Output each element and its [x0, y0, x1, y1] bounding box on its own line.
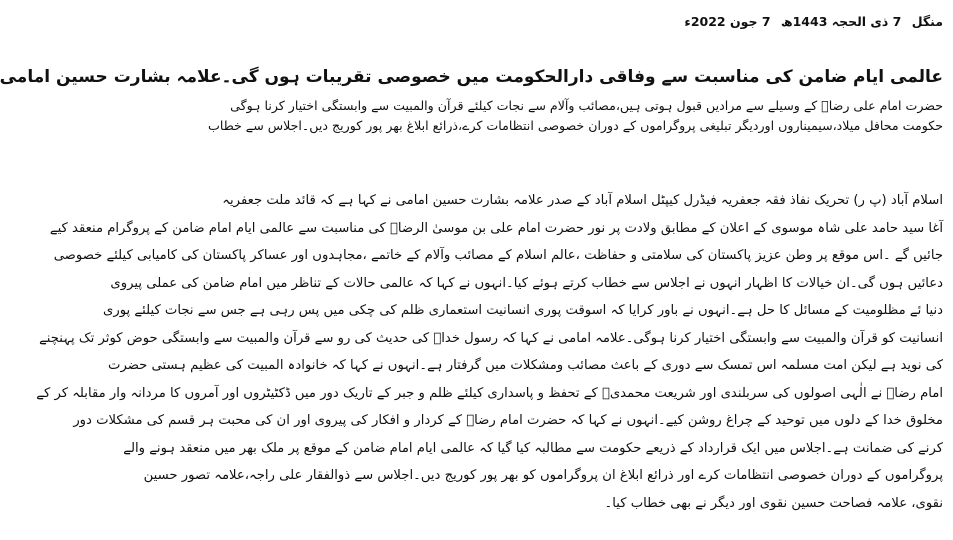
body-line: دنیا ئے مظلومیت کے مسائل کا حل ہے۔انہوں نے باور کرایا کہ اسوقت پوری انسانیت استعماری ظلم کی چکی میں پس رہی ہے جس سے نجات کیلئے پوری	[103, 303, 943, 318]
body-line: مخلوق خدا کے دلوں میں توحید کے چراغ روشن کیے۔انہوں نے کہا کہ حضرت امام رضاؑ کے کردار و افکار کی پیروی اور ان کی محبت ہر قسم کی مشکلات دور	[73, 413, 943, 428]
body-line: پروگراموں کے دوران خصوصی انتظامات کرے اور ذرائع ابلاغ ان پروگراموں کو بھر پور کوریج دیں۔اجلاس سے ذوالفقار علی راجہ،علامہ تصور حسین	[143, 468, 943, 483]
dateline-gregorian: 7 جون 2022ء	[684, 14, 771, 29]
dateline	[429, 14, 943, 29]
article-body	[36, 187, 943, 517]
dateline-day: منگل	[911, 14, 943, 29]
summary	[208, 96, 943, 136]
headline: عالمی ایام ضامن کی مناسبت سے وفاقی دارالحکومت میں خصوصی تقریبات ہوں گی۔علامہ بشارت حسین امامی	[0, 67, 943, 87]
body-line: جائیں گے ۔اس موقع پر وطن عزیز پاکستان کی سلامتی و حفاظت ،عالم اسلام کے مصائب وآلام کے خاتمے ،مجاہدوں اور عساکر پاکستان کی کامیابی کیلئے خصوصی	[53, 248, 943, 263]
body-line: آغا سید حامد علی شاہ موسوی کے اعلان کے مطابق ولادت پر نور حضرت امام علی بن موسیٰ الرضاؑ کی مناسبت سے عالمی ایام امام ضامن کے پروگرام منعقد کیے	[49, 220, 943, 236]
dateline-hijri: 7 ذی الحجہ 1443ھ	[780, 14, 902, 29]
body-line: نقوی، علامہ فصاحت حسین نقوی اور دیگر نے بھی خطاب کیا۔	[604, 495, 943, 511]
summary-line: حکومت محافل میلاد،سیمیناروں اوردیگر تبلیغی پروگراموں کے دوران خصوصی انتظامات کرے،ذرائع ابلاغ بھر پور کوریج دیں۔اجلاس سے خطاب	[208, 118, 943, 133]
body-line: کی نوید ہے لیکن امت مسلمہ اس تمسک سے دوری کے باعث مصائب ومشکلات میں گرفتار ہے۔انہوں نے کہا کہ خانوادہ المبیت کی عظیم ہستی حضرت	[108, 358, 943, 373]
body-line: دعائیں ہوں گی۔ان خیالات کا اظہار انہوں نے اجلاس سے خطاب کرتے ہوئے کیا۔انہوں نے کہا کہ عالمی حالات کے تناظر میں امام ضامن کی عملی پیروی	[110, 275, 943, 291]
body-line: امام رضاؑ نے الٰہی اصولوں کی سربلندی اور شریعت محمدیؐ کے تحفظ و پاسداری کیلئے ظلم و جبر کے تاریک دور میں ڈکٹیٹروں اور آمروں کا مردانہ وار مقابلہ کر کے	[36, 385, 943, 401]
body-line: کرنے کی ضمانت ہے۔اجلاس میں ایک قرارداد کے ذریعے حکومت سے مطالبہ کیا گیا کہ عالمی ایام امام ضامن کے موقع پر ملک بھر میں منعقد ہونے والے	[123, 440, 943, 456]
body-line: اسلام آباد (پ ر) تحریک نفاذ فقہ جعفریہ فیڈرل کیپٹل اسلام آباد کے صدر علامہ بشارت حسین امامی نے کہا ہے کہ قائد ملت جعفریہ	[222, 193, 943, 208]
summary-line: حضرت امام علی رضاؑ کے وسیلے سے مرادیں قبول ہوتی ہیں،مصائب وآلام سے نجات کیلئے قرآن والمبیت سے وابستگی اختیار کرنا ہوگی	[230, 98, 943, 113]
body-line: انسانیت کو قرآن والمبیت سے وابستگی اختیار کرنا ہوگی۔علامہ امامی نے کہا کہ رسول خداؐ کی حدیث کی رو سے قرآن والمبیت سے وابستگی حوض کوثر تک پہنچنے	[39, 330, 943, 346]
